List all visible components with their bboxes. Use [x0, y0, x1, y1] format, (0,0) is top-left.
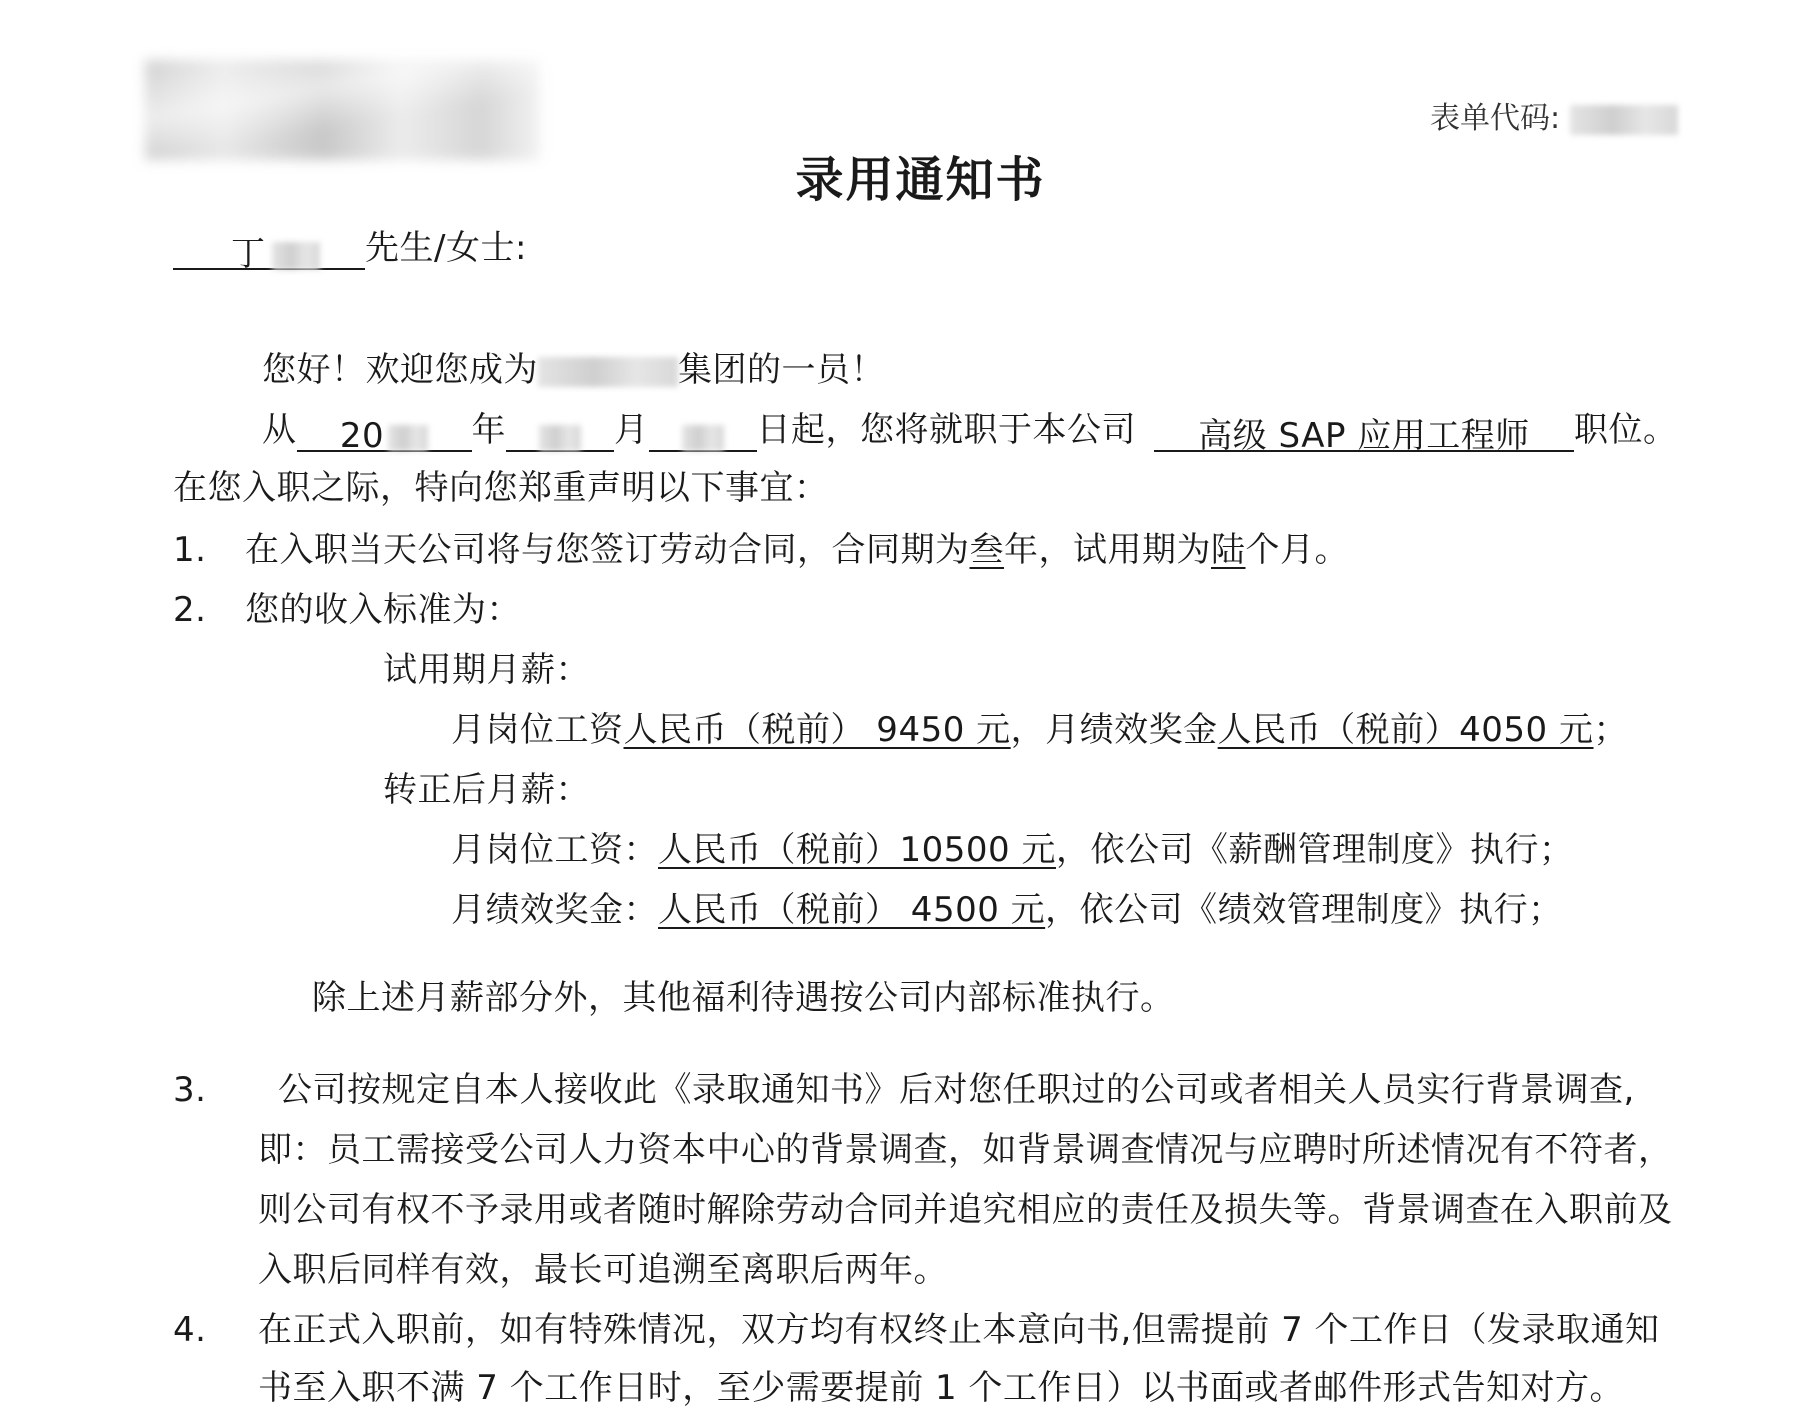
probation-bonus-amount: 人民币（税前）4050 元 — [1217, 710, 1594, 750]
probation-salary-title: 试用期月薪： — [383, 650, 590, 690]
form-code-label: 表单代码: — [1430, 101, 1561, 136]
item-1-part-b: 年，试用期为 — [1004, 530, 1211, 570]
item-4-number: 4. — [173, 1310, 207, 1350]
position-value: 高级 SAP 应用工程师 — [1198, 416, 1530, 456]
item-1-part-c: 个月。 — [1245, 530, 1349, 570]
salutation — [173, 228, 527, 274]
year-prefix: 20 — [339, 416, 385, 456]
intro-text: 在您入职之际，特向您郑重声明以下事宜： — [173, 468, 829, 508]
regular-salary-title: 转正后月薪： — [383, 770, 590, 810]
regular-bonus-line — [451, 890, 1563, 930]
regular-base-rule: ，依公司《薪酬管理制度》执行； — [1055, 830, 1574, 870]
item-1-part-a: 在入职当天公司将与您签订劳动合同，合同期为 — [245, 530, 970, 570]
item-3-line-4: 入职后同样有效，最长可追溯至离职后两年。 — [258, 1250, 948, 1290]
regular-base-amount: 人民币（税前）10500 元 — [658, 830, 1056, 870]
year-field — [297, 416, 472, 456]
position-suffix: 职位。 — [1574, 410, 1678, 450]
month-field — [506, 416, 614, 452]
month-redacted — [539, 425, 581, 451]
item-3-line-3: 则公司有权不予录用或者随时解除劳动合同并追究相应的责任及损失等。背景调查在入职前及 — [258, 1190, 1673, 1230]
probation-line-end: ； — [1593, 710, 1628, 750]
probation-bonus-label: ，月绩效奖金 — [1010, 710, 1218, 750]
position-field — [1154, 416, 1574, 456]
regular-bonus-label: 月绩效奖金： — [451, 890, 658, 930]
name-field — [173, 234, 365, 274]
item-3-line-2: 即：员工需接受公司人力资本中心的背景调查，如背景调查情况与应聘时所述情况有不符者， — [258, 1130, 1673, 1170]
item-3-line-1: 公司按规定自本人接收此《录取通知书》后对您任职过的公司或者相关人员实行背景调查, — [278, 1070, 1635, 1110]
benefits-text: 除上述月薪部分外，其他福利待遇按公司内部标准执行。 — [312, 978, 1175, 1018]
item-1-text — [245, 530, 1349, 570]
regular-bonus-amount: 人民币（税前） 4500 元 — [658, 890, 1046, 930]
day-field — [649, 416, 757, 452]
page-title: 录用通知书 — [795, 152, 1046, 208]
greeting-suffix: 集团的一员！ — [678, 350, 885, 390]
item-4-line-2: 书至入职不满 7 个工作日时，至少需要提前 1 个工作日）以书面或者邮件形式告知对方。 — [258, 1368, 1624, 1408]
day-redacted — [682, 425, 724, 451]
item-1-number: 1. — [173, 530, 207, 570]
probation-base-label: 月岗位工资 — [451, 710, 624, 750]
year-label: 年 — [471, 410, 506, 450]
regular-base-label: 月岗位工资： — [451, 830, 658, 870]
form-code-redacted — [1570, 105, 1678, 135]
item-4-line-1: 在正式入职前，如有特殊情况，双方均有权终止本意向书,但需提前 7 个工作日（发录取通知 — [258, 1310, 1660, 1350]
contract-term: 叁 — [969, 530, 1004, 570]
from-label: 从 — [262, 410, 297, 450]
month-label: 月 — [614, 410, 649, 450]
group-name-redacted — [538, 357, 678, 387]
regular-base-line — [451, 830, 1573, 870]
probation-months: 陆 — [1211, 530, 1246, 570]
form-code — [1430, 101, 1678, 137]
day-label: 日起，您将就职于本公司 — [756, 410, 1136, 450]
name-redacted — [272, 242, 320, 270]
greeting-prefix: 您好！欢迎您成为 — [262, 350, 538, 390]
item-2-number: 2. — [173, 590, 207, 630]
item-3-number: 3. — [173, 1070, 207, 1110]
start-date-line — [262, 410, 1678, 456]
company-logo-redacted — [145, 60, 540, 160]
name-surname: 丁 — [231, 234, 266, 274]
salutation-suffix: 先生/女士: — [365, 228, 527, 268]
year-redacted — [388, 425, 428, 451]
probation-salary-line — [451, 710, 1628, 750]
regular-bonus-rule: ，依公司《绩效管理制度》执行； — [1045, 890, 1563, 930]
item-2-text: 您的收入标准为： — [245, 590, 521, 630]
probation-base-amount: 人民币（税前） 9450 元 — [623, 710, 1011, 750]
greeting — [262, 350, 885, 390]
